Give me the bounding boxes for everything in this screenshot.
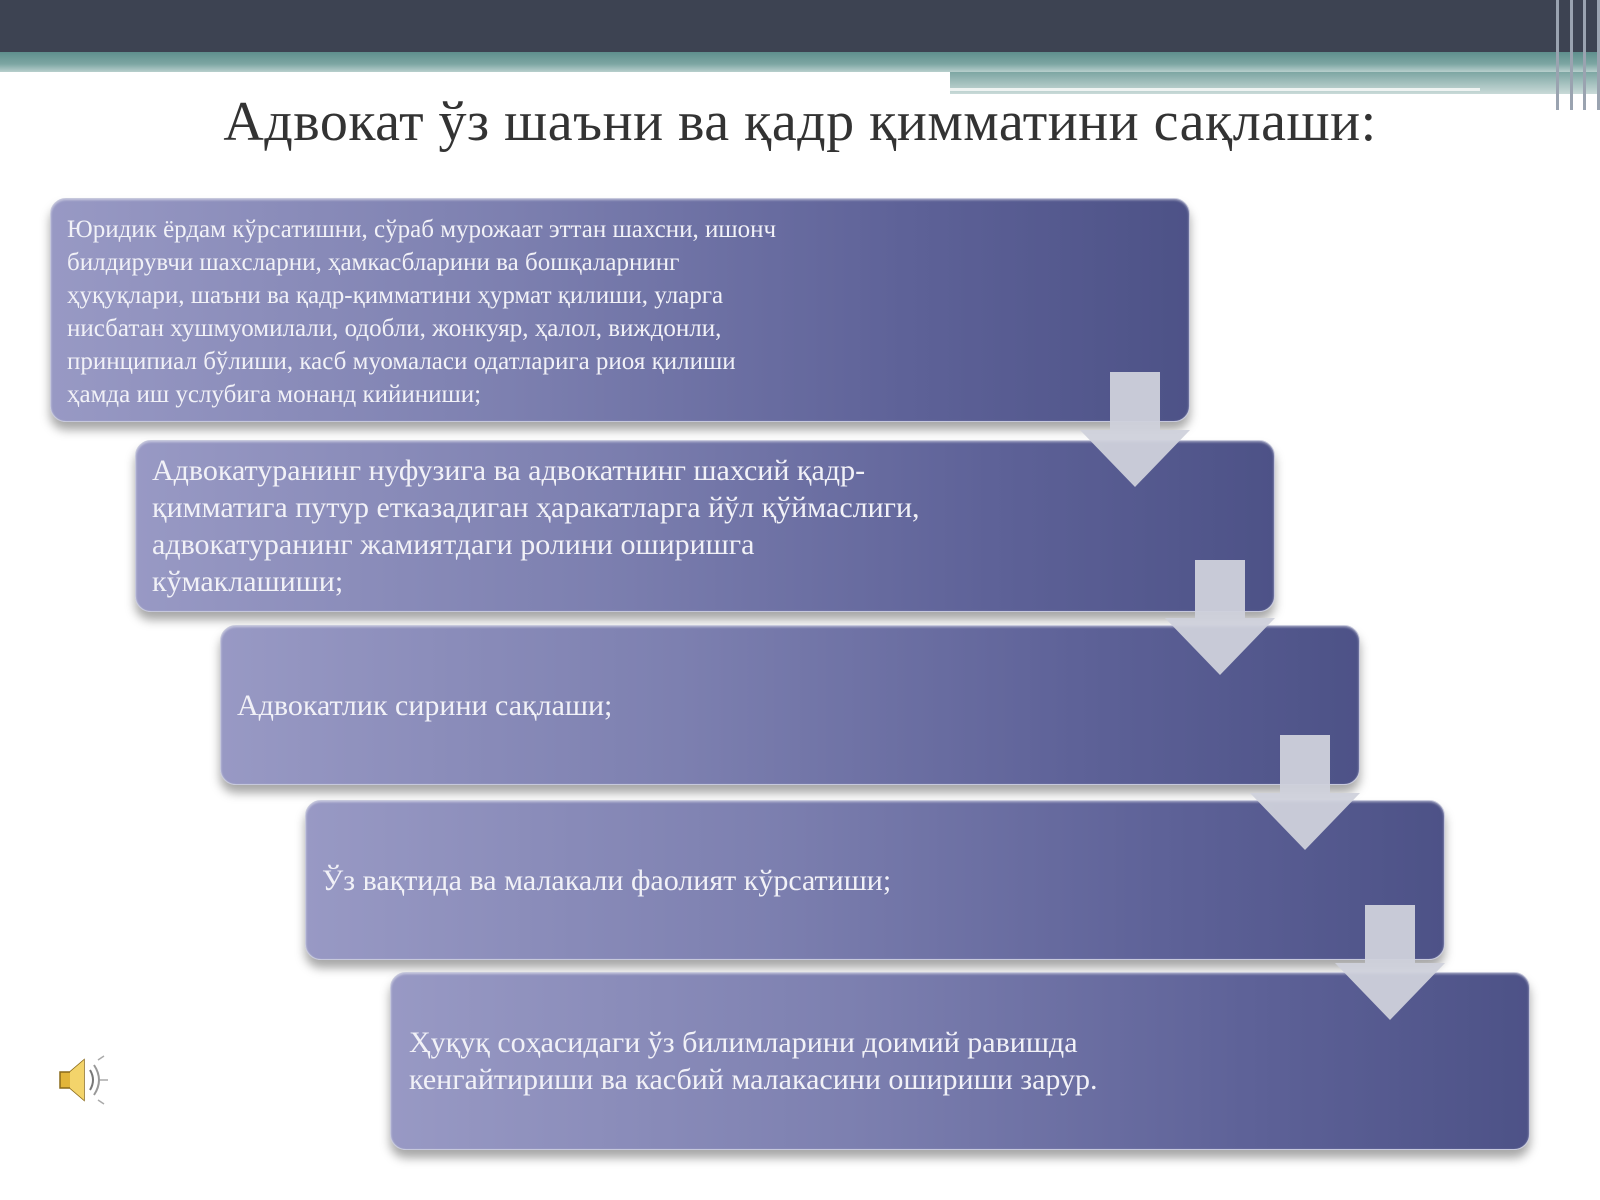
header-accent-bar: [0, 52, 1600, 72]
down-arrow-icon: [1080, 372, 1190, 487]
step-box-1: [50, 198, 1190, 422]
step-text-1: Юридик ёрдам кўрсатишни, сўраб мурожаат эттан шахсни, ишонч билдирувчи шахсларни, ҳамкасбларини ва бошқаларнинг ҳуқуқлари, шаъни ва қадр-қимматини ҳурмат қилиши, уларга нисбатан хушмуомилали, одобли, жонкуяр, ҳалол, виждонли, принципиал бўлиши, касб муомаласи одатларига риоя қилиши ҳамда иш услубига монанд кийиниши;: [67, 216, 777, 408]
slide-title: Адвокат ўз шаъни ва қадр қимматини сақлаши:: [223, 91, 1377, 153]
down-arrow-icon: [1335, 905, 1445, 1020]
step-text-4: Ўз вақтида ва малакали фаолият кўрсатиши;: [322, 863, 892, 897]
step-text-3: Адвокатлик сирини сақлаши;: [237, 688, 613, 722]
step-text-5: Ҳуқуқ соҳасидаги ўз билимларини доимий равишда кенгайтириши ва касбий малакасини ошириши зарур.: [409, 1026, 1098, 1096]
speaker-icon[interactable]: [54, 1052, 110, 1108]
down-arrow-icon: [1165, 560, 1275, 675]
header-bar: [0, 0, 1600, 52]
step-text-2: Адвокатуранинг нуфузига ва адвокатнинг шахсий қадр- қимматига путур етказадиган ҳаракатларга йўл қўймаслиги, адвокатуранинг жамиятдаги ролини оширишга кўмаклашиши;: [152, 454, 920, 598]
down-arrow-icon: [1250, 735, 1360, 850]
